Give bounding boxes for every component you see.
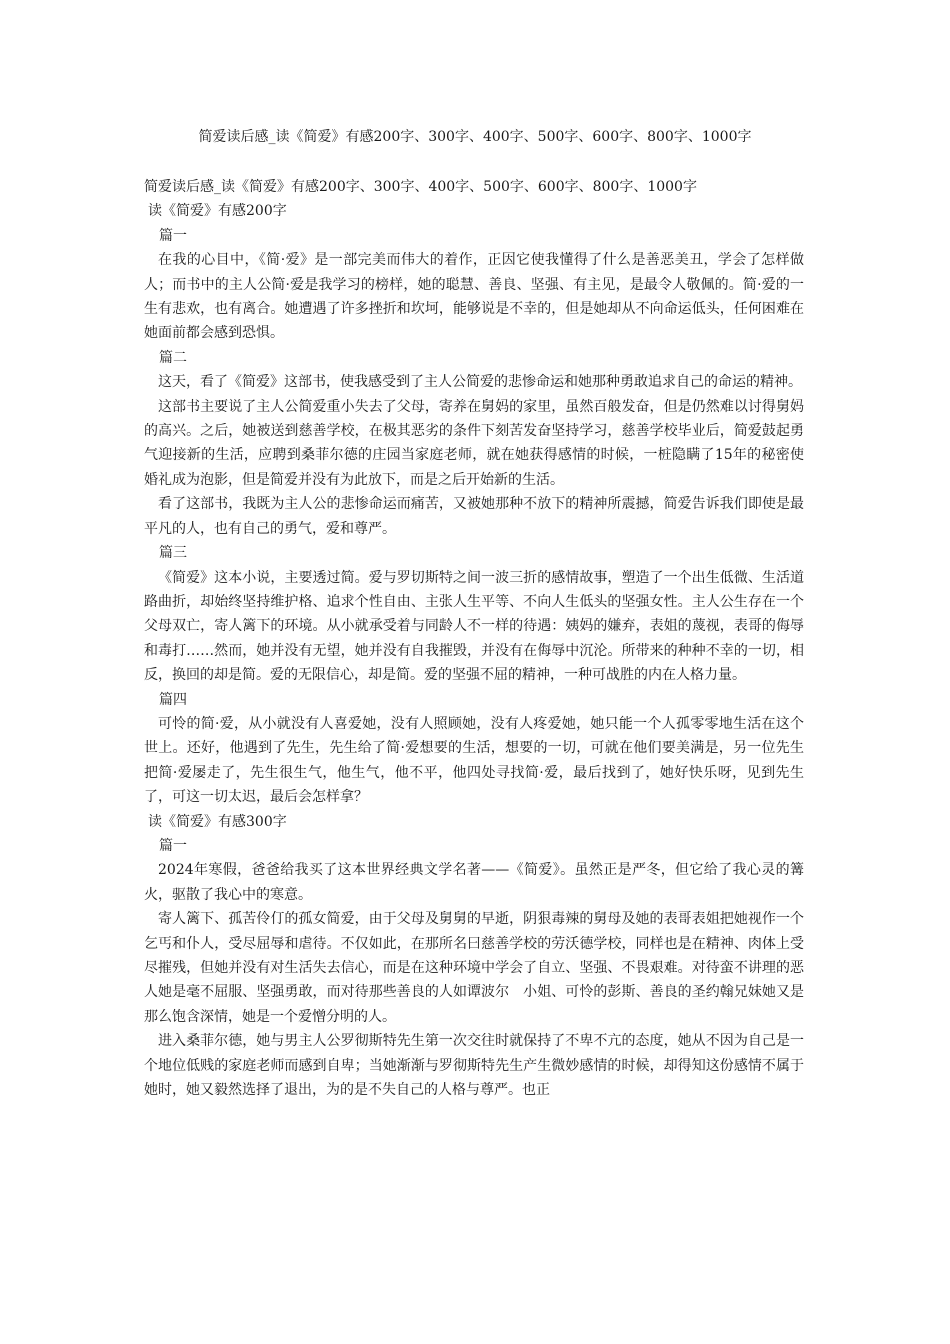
paragraph: 这部书主要说了主人公简爱重小失去了父母，寄养在舅妈的家里，虽然百般发奋，但是仍然难以讨得舅妈的高兴。之后，她被送到慈善学校，在极其恶劣的条件下刻苦发奋坚持学习，慈善学校毕业后，简爱鼓起勇气迎接新的生活，应聘到桑菲尔德的庄园当家庭老师，就在她获得感情的时候，一桩隐瞒了15年的秘密使婚礼成为泡影，但是简爱并没有为此放下，而是之后开始新的生活。	[144, 398, 804, 488]
paragraph: 可怜的简·爱，从小就没有人喜爱她，没有人照顾她，没有人疼爱她，她只能一个人孤零零地生活在这个世上。还好，他遇到了先生，先生给了简·爱想要的生活，想要的一切，可就在他们要美满是，另一位先生把简·爱屡走了，先生很生气，他生气，他不平，他四处寻找简·爱，最后找到了，她好快乐呀，见到先生了，可这一切太迟，最后会怎样拿？	[144, 715, 804, 806]
paragraph: 《简爱》这本小说，主要透过简。爱与罗切斯特之间一波三折的感情故事，塑造了一个出生低微、生活道路曲折，却始终坚持维护格、追求个性自由、主张人生平等、不向人生低头的坚强女性。主人公生存在一个父母双亡，寄人篱下的环境。从小就承受着与同龄人不一样的待遇：姨妈的嫌弃，表姐的蔑视，表哥的侮辱和毒打……然而，她并没有无望，她并没有自我摧毁，并没有在侮辱中沉沦。所带来的种种不幸的一切，相反，换回的却是简。爱的无限信心，却是简。爱的坚强不屈的精神，一种可战胜的内在人格力量。	[144, 569, 804, 684]
piece-label: 篇二	[159, 349, 187, 366]
piece-label: 篇四	[159, 691, 187, 708]
paragraph: 进入桑菲尔德，她与男主人公罗彻斯特先生第一次交往时就保持了不卑不亢的态度，她从不因为自己是一个地位低贱的家庭老师而感到自卑；当她渐渐与罗彻斯特先生产生微妙感情的时候，却得知这份感情不属于她时，她又毅然选择了退出，为的是不失自己的人格与尊严。也正	[144, 1033, 804, 1099]
document-title: 简爱读后感_读《简爱》有感200字、300字、400字、500字、600字、800字、1000字	[198, 129, 752, 145]
document-body	[144, 175, 804, 1102]
paragraph: 在我的心目中，《简·爱》是一部完美而伟大的着作，正因它使我懂得了什么是善恶美丑，学会了怎样做人；而书中的主人公简·爱是我学习的榜样，她的聪慧、善良、坚强、有主见，是最令人敬佩的。简·爱的一生有悲欢，也有离合。她遭遇了许多挫折和坎坷，能够说是不幸的，但是她却从不向命运低头，任何困难在她面前都会感到恐惧。	[144, 252, 804, 342]
piece-label: 篇三	[159, 545, 187, 562]
paragraph: 看了这部书，我既为主人公的悲惨命运而痛苦，又被她那种不放下的精神所震撼，简爱告诉我们即使是最平凡的人，也有自己的勇气，爱和尊严。	[144, 496, 804, 537]
section-heading-200: 读《简爱》有感200字	[148, 203, 287, 220]
section-heading-300: 读《简爱》有感300字	[148, 813, 287, 830]
piece-label: 篇一	[159, 227, 187, 244]
paragraph: 寄人篱下、孤苦伶仃的孤女简爱，由于父母及舅舅的早逝，阴狠毒辣的舅母及她的表哥表姐把她视作一个乞丐和仆人，受尽屈辱和虐待。不仅如此，在那所名曰慈善学校的劳沃德学校，同样也是在精神、肉体上受尽摧残，但她并没有对生活失去信心，而是在这种环境中学会了自立、坚强、不畏艰难。对待蛮不讲理的恶人她是毫不屈服、坚强勇敢，而对待那些善良的人如谭波尔 小姐、可怜的彭斯、善良的圣约翰兄妹她又是那么饱含深情，她是一个爱憎分明的人。	[144, 911, 804, 1025]
document-subtitle: 简爱读后感_读《简爱》有感200字、300字、400字、500字、600字、800字、1000字	[144, 179, 697, 195]
paragraph: 这天，看了《简爱》这部书，使我感受到了主人公简爱的悲惨命运和她那种勇敢追求自己的命运的精神。	[158, 374, 802, 391]
paragraph: 2024年寒假，爸爸给我买了这本世界经典文学名著——《简爱》。虽然正是严冬，但它给了我心灵的篝火，驱散了我心中的寒意。	[144, 862, 804, 903]
piece-label: 篇一	[159, 837, 187, 854]
